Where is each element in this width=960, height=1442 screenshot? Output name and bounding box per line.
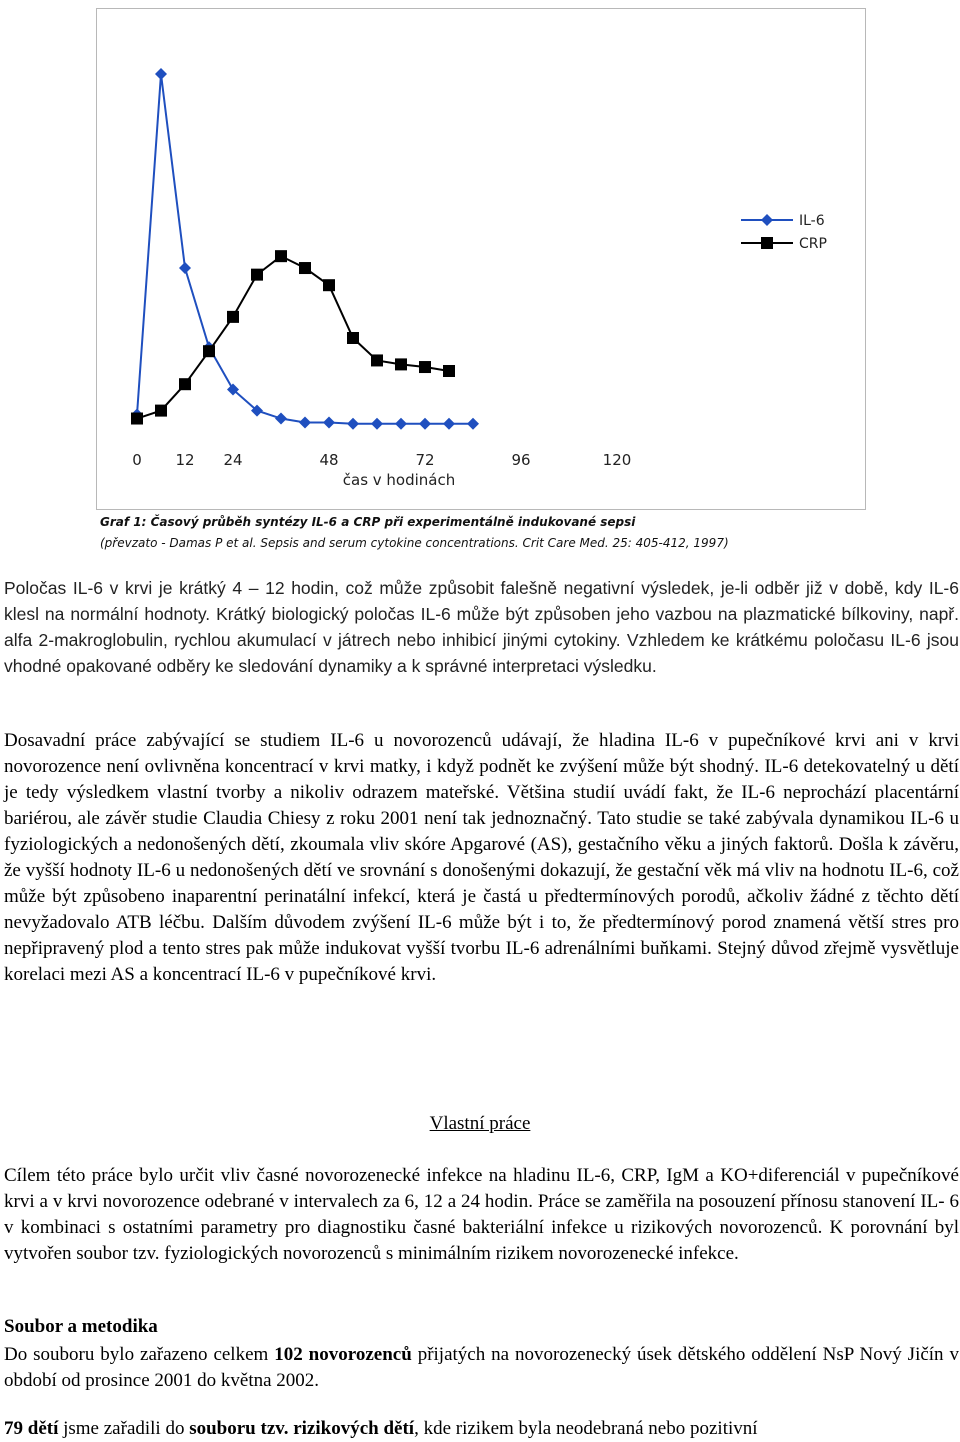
caption-title: Graf 1: Časový průběh syntézy IL-6 a CRP při experimentálně indukované sepsi bbox=[100, 515, 636, 529]
legend-marker-0 bbox=[761, 214, 773, 226]
data-point-1-7 bbox=[299, 262, 311, 274]
paragraph-newborn-studies: Dosavadní práce zabývající se studiem IL-6 u novorozenců udávají, že hladina IL-6 v pupečníkové krvi ani v krvi novorozence není ovlivněna koncentrací v krvi matky, i když podnět ke zvýšení může být shodný. IL-6 detekovatelný u dětí je tedy výsledkem vlastní tvorby a nikoliv odrazem mateřské. Většina studií uvádí fakt, že IL-6 neprochází placentární bariérou, ale závěr studie Claudia Chiesy z roku 2001 není tak jednoznačný. Tato studie se také zabývala dynamikou IL-6 u fyziologických a nedonošených dětí, zkoumala vliv skóre Apgarové (AS), gestačního věku a jiných faktorů. Došla k závěru, že vyšší hodnoty IL-6 u nedonošených dětí ve srovnání s donošenými dokazují, že gestační věk má vliv na hodnotu IL-6, což může být způsobeno inaparentní perinatální infekcí, která je častá u předtermínových porodů, ačkoliv žádné z těchto dětí nevyžadovalo ATB léčbu. Dalším důvodem zvýšení IL-6 může být i to, že předtermínový porod znamená větší stres pro nepřipravený plod a tento stres pak může indukovat vyšší tvorbu IL-6 adrenálními buňkami. Stejný důvod zřejmě vysvětluje korelaci mezi AS a koncentrací IL-6 v pupečníkové krvi. bbox=[4, 730, 959, 985]
line-chart bbox=[97, 9, 865, 509]
data-point-1-3 bbox=[203, 345, 215, 357]
data-point-1-9 bbox=[347, 332, 359, 344]
paragraph-risk-group bbox=[4, 1416, 959, 1442]
figure-caption bbox=[100, 512, 860, 554]
risk-text-b: jsme zařadili do bbox=[58, 1418, 190, 1439]
x-tick-label-0: 0 bbox=[132, 451, 142, 469]
section-title: Vlastní práce bbox=[429, 1113, 531, 1134]
paragraph-aim: Cílem této práce bylo určit vliv časné novorozenecké infekce na hladinu IL-6, CRP, IgM a KO+diferenciál v pupečníkové krvi a v krvi novorozence odebrané v intervalech za 6, 12 a 24 hodin. Práce se zaměřila na posouzení přínosu stanovení IL- 6 v kombinaci s ostatními parametry pro diagnostiku časné bakteriální infekce u rizikových novorozenců. K porovnání byl vytvořen soubor tzv. fyziologických novorozenců s minimálním rizikem novorozenecké infekce. bbox=[4, 1165, 959, 1264]
x-tick-label-2: 24 bbox=[223, 451, 243, 469]
data-point-1-4 bbox=[227, 311, 239, 323]
series-layer bbox=[131, 68, 479, 430]
data-point-0-8 bbox=[323, 416, 335, 428]
data-point-1-12 bbox=[419, 361, 431, 373]
x-tick-label-5: 96 bbox=[511, 451, 531, 469]
data-point-1-2 bbox=[179, 378, 191, 390]
x-tick-label-1: 12 bbox=[175, 451, 195, 469]
legend bbox=[741, 213, 827, 252]
subsection-heading: Soubor a metodika bbox=[4, 1316, 158, 1337]
chart-figure bbox=[96, 8, 866, 510]
risk-group-name: souboru tzv. rizikových dětí bbox=[189, 1418, 415, 1439]
cohort-text-a: Do souboru bylo zařazeno celkem bbox=[4, 1344, 275, 1365]
data-point-0-1 bbox=[155, 68, 167, 80]
legend-marker-1 bbox=[761, 237, 773, 249]
data-point-0-12 bbox=[419, 418, 431, 430]
data-point-0-6 bbox=[275, 413, 287, 425]
legend-label-1: CRP bbox=[799, 236, 827, 252]
x-axis-ticks bbox=[132, 451, 631, 469]
data-point-1-5 bbox=[251, 269, 263, 281]
series-crp bbox=[131, 250, 455, 424]
x-tick-label-3: 48 bbox=[319, 451, 339, 469]
data-point-1-0 bbox=[131, 413, 143, 425]
series-il-6 bbox=[131, 68, 479, 430]
cohort-count: 102 novorozenců bbox=[274, 1344, 412, 1365]
x-tick-label-4: 72 bbox=[415, 451, 435, 469]
data-point-1-6 bbox=[275, 250, 287, 262]
data-point-0-11 bbox=[395, 418, 407, 430]
caption-source: (převzato - Damas P et al. Sepsis and serum cytokine concentrations. Crit Care Med. 25: 405-412, 1997) bbox=[100, 536, 729, 550]
data-point-0-14 bbox=[467, 418, 479, 430]
data-point-1-11 bbox=[395, 358, 407, 370]
data-point-1-8 bbox=[323, 279, 335, 291]
data-point-1-1 bbox=[155, 405, 167, 417]
data-point-0-9 bbox=[347, 418, 359, 430]
paragraph-cohort bbox=[4, 1342, 959, 1394]
risk-count: 79 dětí bbox=[4, 1418, 59, 1439]
paragraph-il6-halflife: Poločas IL-6 v krvi je krátký 4 – 12 hodin, což může způsobit falešně negativní výsledek, je-li odběr již v době, kdy IL-6 klesl na normální hodnoty. Krátký biologický poločas IL-6 může být způsoben jeho vazbou na plazmatické bílkoviny, např. alfa 2-makroglobulin, rychlou akumulací v játrech nebo inhibicí jinými cytokiny. Vzhledem ke krátkému poločasu IL-6 jsou vhodné opakované odběry ke sledování dynamiky a k správné interpretaci výsledku. bbox=[4, 578, 959, 676]
x-axis-label: čas v hodinách bbox=[342, 471, 456, 489]
data-point-1-10 bbox=[371, 354, 383, 366]
x-tick-label-6: 120 bbox=[602, 451, 632, 469]
cohort-text-c: přijatých na novorozenecký úsek dětského oddělení NsP Nový Jičín v období od prosince 2001 do května 2002. bbox=[4, 1344, 959, 1391]
data-point-1-13 bbox=[443, 365, 455, 377]
data-point-0-13 bbox=[443, 418, 455, 430]
legend-label-0: IL-6 bbox=[799, 213, 825, 229]
series-line-1 bbox=[137, 256, 449, 418]
data-point-0-2 bbox=[179, 262, 191, 274]
data-point-0-7 bbox=[299, 416, 311, 428]
risk-text-d: , kde rizikem byla neodebraná nebo pozitivní bbox=[414, 1418, 758, 1439]
data-point-0-10 bbox=[371, 418, 383, 430]
